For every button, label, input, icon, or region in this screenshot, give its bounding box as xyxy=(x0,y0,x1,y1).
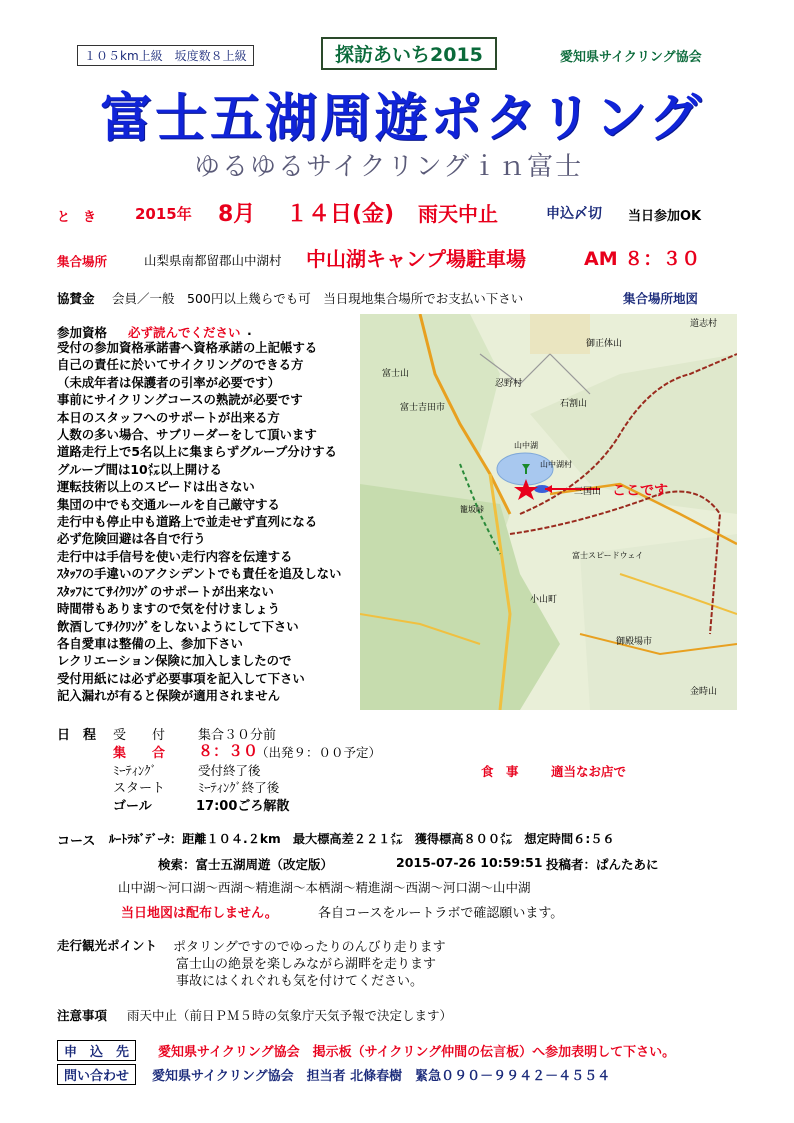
sightseeing-line: 事故にはくれぐれも気を付けてください。 xyxy=(176,974,424,989)
rule-item: 必ず危険回避は各自で行う xyxy=(57,531,206,547)
course-label: コース xyxy=(57,834,96,849)
rule-item: レクリエーション保険に加入しましたので xyxy=(57,653,292,669)
schedule-reception-value: 集合３０分前 xyxy=(198,728,277,743)
rule-item: 記入漏れが有ると保険が適用されません xyxy=(57,688,281,704)
rule-item: 人数の多い場合、サブリーダーをして頂います xyxy=(57,427,317,443)
rule-item: 時間帯もありますので気を付けましょう xyxy=(57,601,281,617)
rule-item: 飲酒してｻｲｸﾘﾝｸﾞをしないようにして下さい xyxy=(57,618,299,634)
notes-label: 注意事項 xyxy=(57,1008,108,1023)
map-label: 御殿場市 xyxy=(616,637,653,647)
rules-must-read: 必ず読んでください xyxy=(128,325,241,340)
schedule-start: スタート xyxy=(113,781,166,796)
map-image xyxy=(360,314,737,710)
schedule-goal-value: 17:00ごろ解散 xyxy=(196,799,290,814)
map-label: 山中湖村 xyxy=(540,460,572,469)
apply-label-box: 申 込 先 xyxy=(57,1040,136,1061)
rule-item: 本日のスタッフへのサポートが出来る方 xyxy=(57,409,280,425)
date-label: と き xyxy=(57,210,97,225)
routelab-notice: 各自コースをルートラボで確認願います。 xyxy=(318,906,564,921)
no-map-notice: 当日地図は配布しません。 xyxy=(121,906,278,921)
rule-item: 走行中は手信号を使い走行内容を伝達する xyxy=(57,548,293,564)
sightseeing-line: 富士山の絶景を楽しみながら湖畔を走ります xyxy=(176,957,437,972)
schedule-goal: ゴール xyxy=(113,799,152,814)
sightseeing-line: ポタリングですのでゆったりのんびり走ります xyxy=(173,940,446,955)
apply-text: 愛知県サイクリング協会 掲示板（サイクリング仲間の伝言板）へ参加表明して下さい。 xyxy=(158,1045,676,1060)
schedule-label: 日 程 xyxy=(57,728,97,743)
deadline-label: 申込〆切 xyxy=(546,206,602,222)
rain-cancel: 雨天中止 xyxy=(418,202,498,226)
meal-value: 適当なお店で xyxy=(551,764,627,779)
schedule-gathering-note: （出発９：００予定） xyxy=(256,745,382,760)
notes-text: 雨天中止（前日ＰＭ５時の気象庁天気予報で決定します） xyxy=(127,1008,453,1023)
fee-label: 協賛金 xyxy=(57,291,95,306)
rule-item: 集団の中でも交通ルールを自己厳守する xyxy=(57,496,280,512)
course-datetime: 2015-07-26 10:59:51 xyxy=(396,855,543,870)
here-marker-label: ここです xyxy=(612,483,668,499)
course-level-tag: １０５km上級 坂度数８上級 xyxy=(77,45,254,66)
meeting-map xyxy=(360,314,737,710)
course-poster: 投稿者：ぱんたあに xyxy=(546,857,659,872)
contact-text: 愛知県サイクリング協会 担当者 北條春樹 緊急０９０－９９４２－４５５４ xyxy=(152,1069,611,1084)
schedule-meeting: ﾐｰﾃｨﾝｸﾞ xyxy=(113,763,157,778)
meal-label: 食 事 xyxy=(481,764,519,779)
map-label: 籠坂峠 xyxy=(460,505,484,514)
map-label: 富士スピードウェイ xyxy=(572,551,644,560)
map-label: 小山町 xyxy=(530,595,558,605)
map-label: 道志村 xyxy=(690,319,718,329)
sightseeing-label: 走行観光ポイント xyxy=(57,938,158,953)
page-title: 富士五湖周遊ポタリング xyxy=(100,89,704,149)
date-day: １４日(金) xyxy=(286,202,395,227)
rule-item: 各自愛車は整備の上、参加下さい xyxy=(57,635,243,651)
rule-item: 運転技術以上のスピードは出さない xyxy=(57,479,255,495)
event-name-box: 探訪あいち2015 xyxy=(321,37,497,70)
schedule-gathering-value: ８：３０ xyxy=(198,742,259,760)
map-label: 金時山 xyxy=(690,687,718,697)
map-label: 富士山 xyxy=(382,369,410,379)
meeting-label: 集合場所 xyxy=(57,254,108,269)
map-label: 山中湖 xyxy=(514,441,538,450)
meeting-time: AM ８：３０ xyxy=(584,248,701,270)
map-label: 御正体山 xyxy=(586,339,623,349)
rule-item: グループ間は10㍍以上開ける xyxy=(57,461,222,477)
schedule-gathering: 集 合 xyxy=(113,746,166,761)
course-route: 山中湖～河口湖～西湖～精進湖～本栖湖～精進湖～西湖～河口湖～山中湖 xyxy=(118,880,531,895)
rule-item: 受付用紙には必ず必要事項を記入して下さい xyxy=(57,670,305,686)
rule-item: 受付の参加資格承諾書へ資格承諾の上記帳する xyxy=(57,340,318,355)
organizer-name: 愛知県サイクリング協会 xyxy=(560,50,702,65)
schedule-reception: 受 付 xyxy=(113,728,166,743)
schedule-meeting-value: 受付終了後 xyxy=(198,763,261,778)
map-label: 三国山 xyxy=(574,487,602,497)
rule-item: （未成年者は保護者の引率が必要です） xyxy=(57,374,281,390)
rule-item: 自己の責任に於いてサイクリングのできる方 xyxy=(57,357,304,373)
rules-label: 参加資格 xyxy=(57,325,108,340)
map-label: 富士吉田市 xyxy=(400,403,446,413)
date-month: 8月 xyxy=(218,202,256,227)
course-search: 検索：富士五湖周遊（改定版） xyxy=(158,857,334,872)
deadline-value: 当日参加OK xyxy=(628,209,702,224)
rule-item: ｽﾀｯﾌにてｻｲｸﾘﾝｸﾞのサポートが出来ない xyxy=(57,583,274,599)
contact-label-box: 問い合わせ xyxy=(57,1064,136,1085)
rules-must-period: . xyxy=(247,323,252,338)
rule-item: 事前にサイクリングコースの熟読が必要です xyxy=(57,392,303,408)
meeting-place: 中山湖キャンプ場駐車場 xyxy=(306,247,526,271)
rule-item: 走行中も停止中も道路上で並走せず直列になる xyxy=(57,514,318,530)
rule-item: 道路走行上で5名以上に集まらずグループ分けする xyxy=(57,444,337,460)
map-heading: 集合場所地図 xyxy=(623,291,699,306)
fee-text: 会員／一般 500円以上幾らでも可 当日現地集合場所でお支払い下さい xyxy=(112,291,524,306)
map-label: 忍野村 xyxy=(495,379,523,389)
course-data: ﾙｰﾄﾗﾎﾞﾃﾞｰﾀ：距離１０４.２km 最大標高差２２１㍍ 獲得標高８００㍍ 想定時間６:５６ xyxy=(109,832,615,846)
page-subtitle: ゆるゆるサイクリングｉｎ富士 xyxy=(194,152,584,182)
schedule-start-value: ﾐｰﾃｨﾝｸﾞ終了後 xyxy=(198,780,280,795)
rule-item: ｽﾀｯﾌの手違いのアクシデントでも責任を追及しない xyxy=(57,566,342,582)
rules-list xyxy=(57,339,341,705)
meeting-address: 山梨県南都留郡山中湖村 xyxy=(144,253,282,268)
map-label: 石割山 xyxy=(560,399,588,409)
date-year: 2015年 xyxy=(135,205,192,223)
